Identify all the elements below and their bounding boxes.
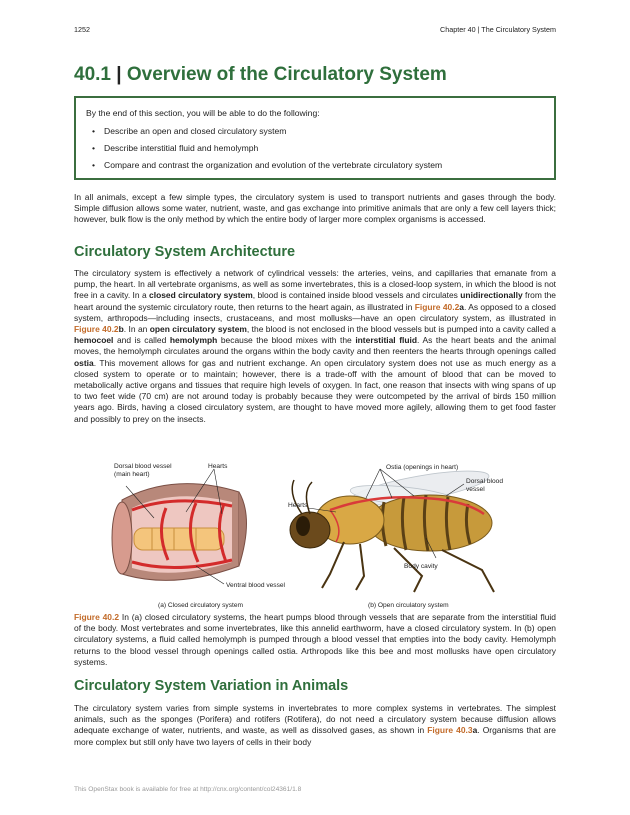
label-ventral-blood-vessel: Ventral blood vessel xyxy=(226,582,286,589)
figure-part: a xyxy=(472,725,478,736)
figure-caption-text: In (a) closed circulatory systems, the heart pumps blood through vessels that are separate from the interstitial fluid of the body. Most vertebrates and some invertebrates, like this annelid earthworm, have a closed circulatory system. In (b) open circulatory systems, a fluid called hemolymph is pumped through a blood vessel that empties into the body cavity. Hemolymph returns to the blood vessel through openings called ostia. Arthropods like this bee and most mollusks have open circulatory systems. xyxy=(74,612,556,667)
figure-part: a xyxy=(459,301,464,312)
subcaption-a: (a) Closed circulatory system xyxy=(158,602,244,609)
key-term: unidirectionally xyxy=(460,290,523,301)
variation-paragraph xyxy=(74,703,556,748)
objective-item: • Compare and contrast the organization and evolution of the vertebrate circulatory system xyxy=(104,157,554,174)
label-dorsal-blood-vessel: Dorsal blood vessel xyxy=(114,463,172,470)
key-term: hemocoel xyxy=(74,335,114,346)
learning-objectives-box xyxy=(74,96,556,180)
label-main-heart: (main heart) xyxy=(114,471,150,478)
figure-link[interactable] xyxy=(74,324,119,334)
label-dorsal-blood-vessel-b: Dorsal blood xyxy=(466,478,504,485)
earthworm-illustration xyxy=(112,484,247,581)
section-title-text: Overview of the Circulatory System xyxy=(126,64,447,85)
figure-link[interactable] xyxy=(415,302,460,312)
architecture-heading: Circulatory System Architecture xyxy=(74,244,296,260)
intro-paragraph: In all animals, except a few simple types, the circulatory system is used to transport nutrients and gases through the body. Simple diffusion allows some water, nutrient, waste, and gas exchange into primitive animals that are only a few cell layers thick; however, bulk flow is the only method by which the entire body of larger more complex organisms is accessed. xyxy=(74,192,556,225)
text-run: because the blood mixes with the xyxy=(217,335,356,346)
section-title xyxy=(74,64,556,86)
text-run: . This movement allows for gas and nutrient exchange. An open circulatory system does not use as much energy as a closed system to operate or to maintain; however, there is a trade-off with the amount of blood that can be moved to metabolically active organs and tissues that require high levels of oxygen. In fact, one reason that insects with wing spans of up to two feet wide (70 cm) are not around today is probably because they were outcompeted by the arrival of birds 150 million years ago. Birds, having a closed circulatory system, are thought to have moved more agilely, allowing them to get food faster and possibly to prey on the insects. xyxy=(74,357,556,424)
text-run: and is called xyxy=(113,335,170,346)
key-term: open circulatory system xyxy=(149,324,247,335)
figure-caption xyxy=(74,612,556,668)
objective-item: • Describe interstitial fluid and hemolymph xyxy=(104,140,554,157)
bee-illustration xyxy=(290,464,494,592)
label-hearts-a: Hearts xyxy=(208,463,228,470)
figure-ref: Figure 40.2 xyxy=(414,301,460,312)
objective-item: • Describe an open and closed circulatory system xyxy=(104,123,554,140)
title-separator: | xyxy=(116,64,122,85)
key-term: interstitial fluid xyxy=(355,335,418,346)
text-run: The circulatory system is effectively a network of cylindrical vessels: the arteries, veins, and capillaries that emanate from a pump, the heart. In all vertebrate organisms, as well as some invertebrates, this is a closed-loop system, in which the blood is not free in a cavity. In a xyxy=(74,268,556,301)
key-term: closed circulatory system xyxy=(149,290,253,301)
section-number: 40.1 xyxy=(74,64,111,85)
page-number: 1252 xyxy=(74,25,90,34)
key-term: hemolymph xyxy=(169,335,218,346)
label-body-cavity: Body cavity xyxy=(404,563,438,570)
text-run: The circulatory system varies from simple systems in invertebrates to more complex systems in vertebrates. The simplest animals, such as the sponges (Porifera) and rotifers (Rotifera), do not need a circulatory system because diffusion allows adequate exchange of water, nutrients, and waste, as well as dissolved gases, as shown in xyxy=(74,703,556,736)
text-run: , blood is contained inside blood vessels and circulates xyxy=(252,290,461,301)
text-run: . Organisms that are more complex but still only have two layers of cells in their body xyxy=(74,725,556,747)
chapter-title: Chapter 40 | The Circulatory System xyxy=(440,25,556,34)
figure-40-2 xyxy=(74,458,556,610)
figure-ref: Figure 40.2 xyxy=(74,324,119,335)
text-run: . As opposed to a closed system, arthropods—including insects, crustaceans, and most mollusks—have an open circulatory system, as illustrated in xyxy=(74,301,556,323)
label-ostia: Ostia (openings in heart) xyxy=(386,464,459,471)
figure-caption-label: Figure 40.2 xyxy=(74,612,120,622)
running-head xyxy=(74,25,556,34)
text-run: from the heart around the systemic circulatory route, then returns to the heart again, as illustrated in xyxy=(74,290,556,312)
label-hearts-b: Hearts xyxy=(288,502,308,509)
subcaption-b: (b) Open circulatory system xyxy=(368,602,449,609)
label-dorsal-blood-vessel-b2: vessel xyxy=(466,486,485,493)
figure-ref: Figure 40.3 xyxy=(427,725,473,736)
text-run: . As the heart beats and the animal moves, the hemolymph circulates around the organs within the body cavity and then reenters the hearts through openings called xyxy=(74,335,557,357)
footer: This OpenStax book is available for free at http://cnx.org/content/col24361/1.8 xyxy=(74,786,302,793)
text-run: , the blood is not enclosed in the blood vessels but is pumped into a cavity called a xyxy=(246,324,556,335)
objectives-intro: By the end of this section, you will be able to do the following: xyxy=(86,108,320,118)
text-run: . In an xyxy=(123,324,150,335)
figure-link[interactable] xyxy=(427,725,472,735)
key-term: ostia xyxy=(74,357,94,368)
variation-heading: Circulatory System Variation in Animals xyxy=(74,678,349,694)
architecture-paragraph xyxy=(74,268,556,425)
objectives-list xyxy=(80,123,554,174)
figure-part: b xyxy=(118,324,124,335)
